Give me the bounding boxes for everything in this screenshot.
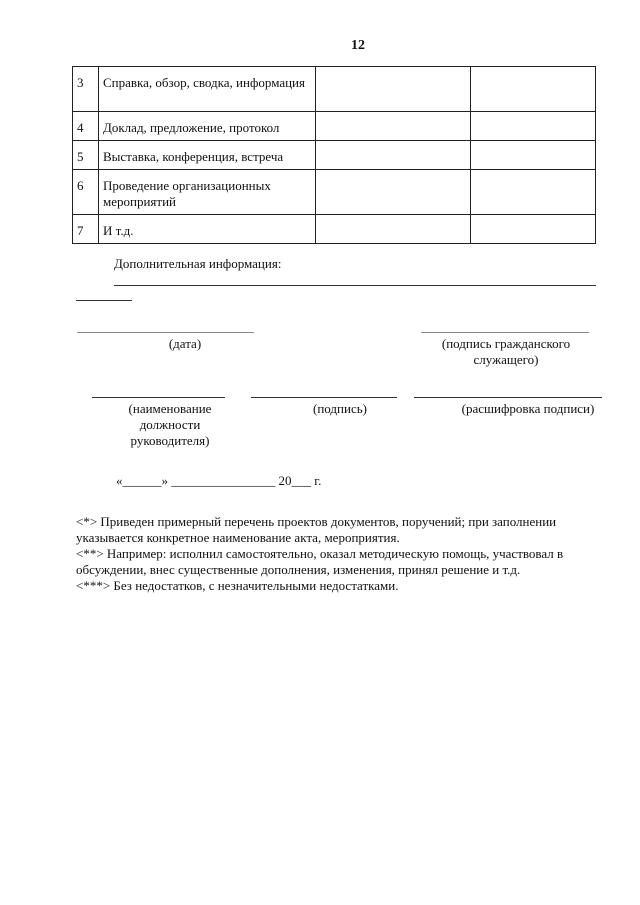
signature-label: (подпись)	[313, 401, 367, 416]
empty-cell	[471, 170, 596, 215]
table-row	[73, 215, 596, 244]
transcript-line	[414, 397, 602, 398]
date-label: (дата)	[168, 336, 202, 351]
empty-cell	[471, 215, 596, 244]
row-text: Выставка, конференция, встреча	[99, 141, 316, 170]
footnote-1: <*> Приведен примерный перечень проектов документов, поручений; при заполнении указывается конкретное наименование акта, мероприятия.	[76, 514, 557, 545]
empty-cell	[316, 141, 471, 170]
empty-cell	[316, 215, 471, 244]
tasks-table	[72, 66, 596, 244]
footnotes	[76, 514, 606, 594]
employee-signature-label: (подпись гражданского служащего)	[441, 336, 571, 367]
row-number: 3	[73, 67, 99, 112]
empty-cell	[471, 141, 596, 170]
transcript-label: (расшифровка подписи)	[461, 401, 595, 416]
empty-cell	[316, 170, 471, 215]
additional-info-label: Дополнительная информация:	[114, 256, 282, 271]
row-number: 7	[73, 215, 99, 244]
additional-info-line	[114, 285, 596, 286]
row-number: 5	[73, 141, 99, 170]
table-row	[73, 112, 596, 141]
row-number: 6	[73, 170, 99, 215]
date-fill-line: «______» ________________ 20___ г.	[116, 473, 322, 488]
page-number: 12	[351, 38, 365, 53]
signature-line	[251, 397, 397, 398]
footnote-3: <***> Без недостатков, с незначительными недостатками.	[76, 578, 399, 593]
row-text: Справка, обзор, сводка, информация	[99, 67, 316, 112]
empty-cell	[316, 67, 471, 112]
empty-cell	[471, 67, 596, 112]
position-line	[92, 397, 225, 398]
table-row	[73, 67, 596, 112]
table-row	[73, 170, 596, 215]
row-text: Проведение организационных мероприятий	[99, 170, 316, 215]
employee-signature-line	[421, 332, 589, 333]
row-number: 4	[73, 112, 99, 141]
empty-cell	[471, 112, 596, 141]
footnote-2: <**> Например: исполнил самостоятельно, оказал методическую помощь, участвовал в обсуждении, внес существенные дополнения, изменения, принял решение и т.д.	[76, 546, 564, 577]
row-text: Доклад, предложение, протокол	[99, 112, 316, 141]
row-text: И т.д.	[99, 215, 316, 244]
table-row	[73, 141, 596, 170]
empty-cell	[316, 112, 471, 141]
position-label: (наименование должности руководителя)	[128, 401, 212, 448]
additional-info-line-cont	[76, 300, 132, 301]
date-signature-line	[77, 332, 254, 333]
